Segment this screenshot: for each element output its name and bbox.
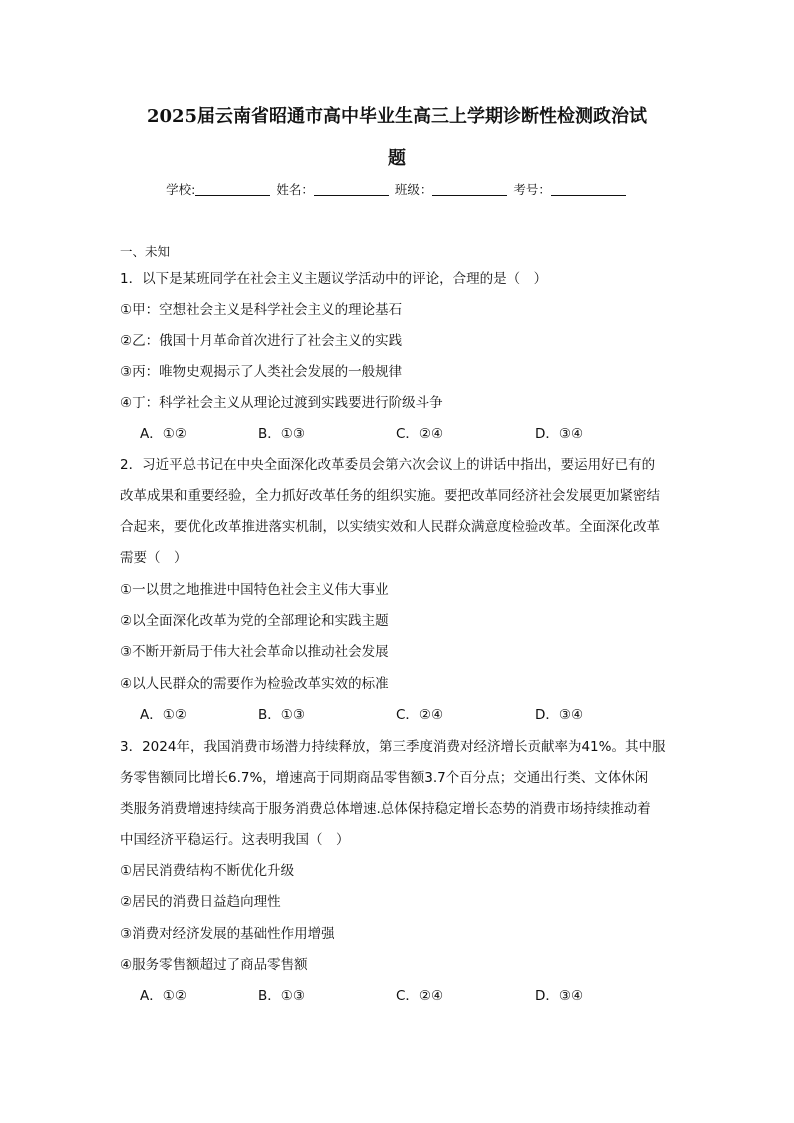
question-2-stem: 需要（ ） — [120, 550, 188, 566]
question-3-stem: 务零售额同比增长6.7%，增速高于同期商品零售额3.7个百分点；交通出行类、文体休闲 — [120, 770, 649, 786]
question-2-stem: 2．习近平总书记在中央全面深化改革委员会第六次会议上的讲话中指出，要运用好已有的 — [120, 457, 656, 473]
question-3-item: ③消费对经济发展的基础性作用增强 — [120, 926, 335, 942]
question-3-option-b[interactable]: B．①③ — [258, 988, 305, 1004]
question-1-item: ①甲：空想社会主义是科学社会主义的理论基石 — [120, 302, 403, 318]
question-2-item: ④以人民群众的需要作为检验改革实效的标准 — [120, 676, 389, 692]
question-2-option-c[interactable]: C．②④ — [396, 707, 444, 723]
question-1-stem: 1．以下是某班同学在社会主义主题议学活动中的评论，合理的是（ ） — [120, 271, 548, 287]
question-3-option-c[interactable]: C．②④ — [396, 988, 444, 1004]
exam-title-continued: 题 — [388, 148, 406, 169]
name-label: 姓名： — [276, 182, 314, 197]
question-1-option-a[interactable]: A．①② — [140, 426, 187, 442]
question-3-item: ④服务零售额超过了商品零售额 — [120, 957, 308, 973]
question-2-item: ①一以贯之地推进中国特色社会主义伟大事业 — [120, 582, 389, 598]
question-3-option-d[interactable]: D．③④ — [535, 988, 584, 1004]
class-blank[interactable] — [432, 182, 507, 196]
name-blank[interactable] — [314, 182, 389, 196]
question-2-option-a[interactable]: A．①② — [140, 707, 187, 723]
question-1-item: ③丙：唯物史观揭示了人类社会发展的一般规律 — [120, 364, 403, 380]
exam-number-label: 考号： — [513, 182, 551, 197]
section-heading: 一、未知 — [120, 244, 171, 259]
school-blank[interactable] — [195, 182, 270, 196]
question-3-item: ②居民的消费日益趋向理性 — [120, 894, 281, 910]
question-2-item: ③不断开新局于伟大社会革命以推动社会发展 — [120, 644, 389, 660]
question-3-stem: 类服务消费增速持续高于服务消费总体增速.总体保持稳定增长态势的消费市场持续推动着 — [120, 801, 651, 817]
exam-number-blank[interactable] — [551, 182, 626, 196]
question-2-item: ②以全面深化改革为党的全部理论和实践主题 — [120, 613, 389, 629]
question-3-option-a[interactable]: A．①② — [140, 988, 187, 1004]
question-3-stem: 中国经济平稳运行。这表明我国（ ） — [120, 832, 350, 848]
question-2-stem: 改革成果和重要经验，全力抓好改革任务的组织实施。要把改革同经济社会发展更加紧密结 — [120, 488, 660, 504]
question-3-stem: 3．2024年，我国消费市场潜力持续释放，第三季度消费对经济增长贡献率为41%。其中服 — [120, 739, 666, 755]
question-2-option-d[interactable]: D．③④ — [535, 707, 584, 723]
question-1-item: ④丁：科学社会主义从理论过渡到实践要进行阶级斗争 — [120, 395, 443, 411]
school-label: 学校: — [166, 182, 196, 197]
exam-title: 2025届云南省昭通市高中毕业生高三上学期诊断性检测政治试 — [146, 106, 648, 127]
class-label: 班级： — [394, 182, 433, 197]
question-2-stem: 合起来，要优化改革推进落实机制，以实绩实效和人民群众满意度检验改革。全面深化改革 — [120, 519, 660, 535]
question-3-item: ①居民消费结构不断优化升级 — [120, 863, 295, 879]
question-1-option-d[interactable]: D．③④ — [535, 426, 584, 442]
student-info-row — [0, 181, 794, 199]
question-2-option-b[interactable]: B．①③ — [258, 707, 305, 723]
question-1-item: ②乙：俄国十月革命首次进行了社会主义的实践 — [120, 333, 403, 349]
question-1-option-c[interactable]: C．②④ — [396, 426, 444, 442]
question-1-option-b[interactable]: B．①③ — [258, 426, 305, 442]
